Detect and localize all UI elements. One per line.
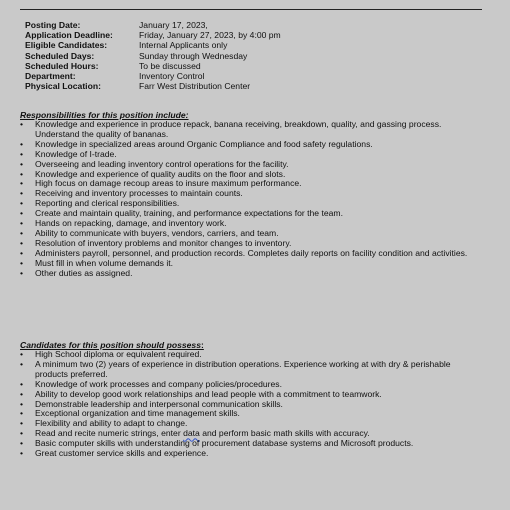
- bullet-icon: •: [20, 198, 24, 209]
- bullet-icon: •: [20, 119, 24, 129]
- detail-row: [25, 40, 281, 50]
- detail-value: Inventory Control: [139, 70, 205, 81]
- detail-value: Farr West Distribution Center: [139, 81, 251, 92]
- detail-row: [25, 81, 281, 91]
- list-item-text: Knowledge in specialized areas around Organic Compliance and food safety regulations.: [35, 138, 373, 149]
- detail-label: Application Deadline:: [25, 30, 113, 41]
- list-item-text: Flexibility and ability to adapt to change.: [35, 418, 188, 429]
- bullet-icon: •: [20, 178, 24, 189]
- bullet-icon: •: [20, 448, 24, 459]
- list-item-text: Reporting and clerical responsibilities.: [35, 198, 180, 209]
- list-item-text: Overseeing and leading inventory control operations for the facility.: [35, 158, 289, 169]
- bullet-icon: •: [20, 237, 24, 248]
- detail-label: Eligible Candidates:: [25, 40, 108, 51]
- detail-label: Posting Date:: [25, 20, 81, 30]
- list-item-text: Ability to develop good work relationships and lead people with a commitment to teamwork.: [35, 388, 382, 399]
- list-item-text: Knowledge of work processes and company policies/procedures.: [35, 378, 282, 389]
- list-item: [20, 449, 485, 459]
- list-item-text: Hands on repacking, damage, and inventory work.: [35, 218, 227, 229]
- bullet-icon: •: [20, 408, 24, 419]
- detail-row: [25, 20, 281, 30]
- detail-label: Scheduled Hours:: [25, 60, 99, 71]
- posting-details: [25, 20, 281, 91]
- bullet-icon: •: [20, 418, 24, 429]
- bullet-icon: •: [20, 428, 24, 439]
- list-item-text: High School diploma or equivalent required.: [35, 349, 202, 359]
- list-item-text: Knowledge and experience of quality audits on the floor and slots.: [35, 168, 286, 179]
- candidates-heading: Candidates for this position should possess:: [20, 340, 204, 350]
- list-item-text: Knowledge and experience in produce repack, banana receiving, breakdown, quality, and gassing process. Understand the quality of bananas.: [35, 119, 442, 139]
- bullet-icon: •: [20, 438, 24, 449]
- list-item-text: Administers payroll, personnel, and production records. Completes daily reports on facility condition and activities.: [35, 247, 468, 258]
- bullet-icon: •: [20, 148, 24, 159]
- list-item-text: A minimum two (2) years of experience in distribution operations. Experience working at with dry & perishable products preferred.: [35, 358, 451, 379]
- bullet-icon: •: [20, 267, 24, 278]
- list-item: [20, 120, 485, 140]
- bullet-icon: •: [20, 257, 24, 268]
- detail-value: Sunday through Wednesday: [139, 50, 248, 61]
- list-item-text: Great customer service skills and experience.: [35, 448, 209, 459]
- bullet-icon: •: [20, 208, 24, 219]
- detail-value: Friday, January 27, 2023, by 4:00 pm: [139, 30, 281, 41]
- list-item-text: Basic computer skills with understanding of procurement database systems and Microsoft products.: [35, 438, 414, 449]
- bullet-icon: •: [20, 138, 24, 149]
- bullet-icon: •: [20, 158, 24, 169]
- list-item-text: High focus on damage recoup areas to insure maximum performance.: [35, 178, 302, 189]
- list-item-text: Demonstrable leadership and interpersonal communication skills.: [35, 398, 283, 409]
- responsibilities-list: [20, 120, 485, 279]
- detail-row: [25, 30, 281, 40]
- bullet-icon: •: [20, 247, 24, 258]
- detail-row: [25, 71, 281, 81]
- qualifications-list: [20, 350, 485, 459]
- detail-row: [25, 61, 281, 71]
- bullet-icon: •: [20, 378, 24, 389]
- bullet-icon: •: [20, 188, 24, 199]
- list-item-text: Exceptional organization and time management skills.: [35, 408, 240, 419]
- list-item-text: Create and maintain quality, training, and performance expectations for the team.: [35, 208, 343, 219]
- detail-row: [25, 51, 281, 61]
- detail-value: To be discussed: [139, 60, 201, 71]
- bullet-icon: •: [20, 358, 24, 369]
- detail-value: January 17, 2023,: [139, 20, 208, 30]
- list-item-text: Must fill in when volume demands it.: [35, 257, 174, 268]
- detail-label: Department:: [25, 70, 76, 81]
- list-item-text: Read and recite numeric strings, enter data and perform basic math skills with accuracy.: [35, 428, 370, 439]
- list-item-text: Receiving and inventory processes to maintain counts.: [35, 188, 243, 199]
- detail-label: Scheduled Days:: [25, 50, 95, 61]
- list-item: [20, 269, 485, 279]
- bullet-icon: •: [20, 168, 24, 179]
- bullet-icon: •: [20, 349, 24, 359]
- list-item-text: Ability to communicate with buyers, vendors, carriers, and team.: [35, 227, 279, 238]
- bullet-icon: •: [20, 398, 24, 409]
- responsibilities-heading: Responsibilities for this position include:: [20, 110, 189, 120]
- top-divider: [20, 9, 482, 10]
- bullet-icon: •: [20, 388, 24, 399]
- bullet-icon: •: [20, 227, 24, 238]
- list-item-text: Knowledge of I-trade.: [35, 148, 117, 159]
- detail-value: Internal Applicants only: [139, 40, 228, 51]
- bullet-icon: •: [20, 218, 24, 229]
- list-item-text: Resolution of inventory problems and monitor changes to inventory.: [35, 237, 292, 248]
- list-item: [20, 360, 485, 380]
- detail-label: Physical Location:: [25, 81, 101, 92]
- list-item-text: Other duties as assigned.: [35, 267, 133, 278]
